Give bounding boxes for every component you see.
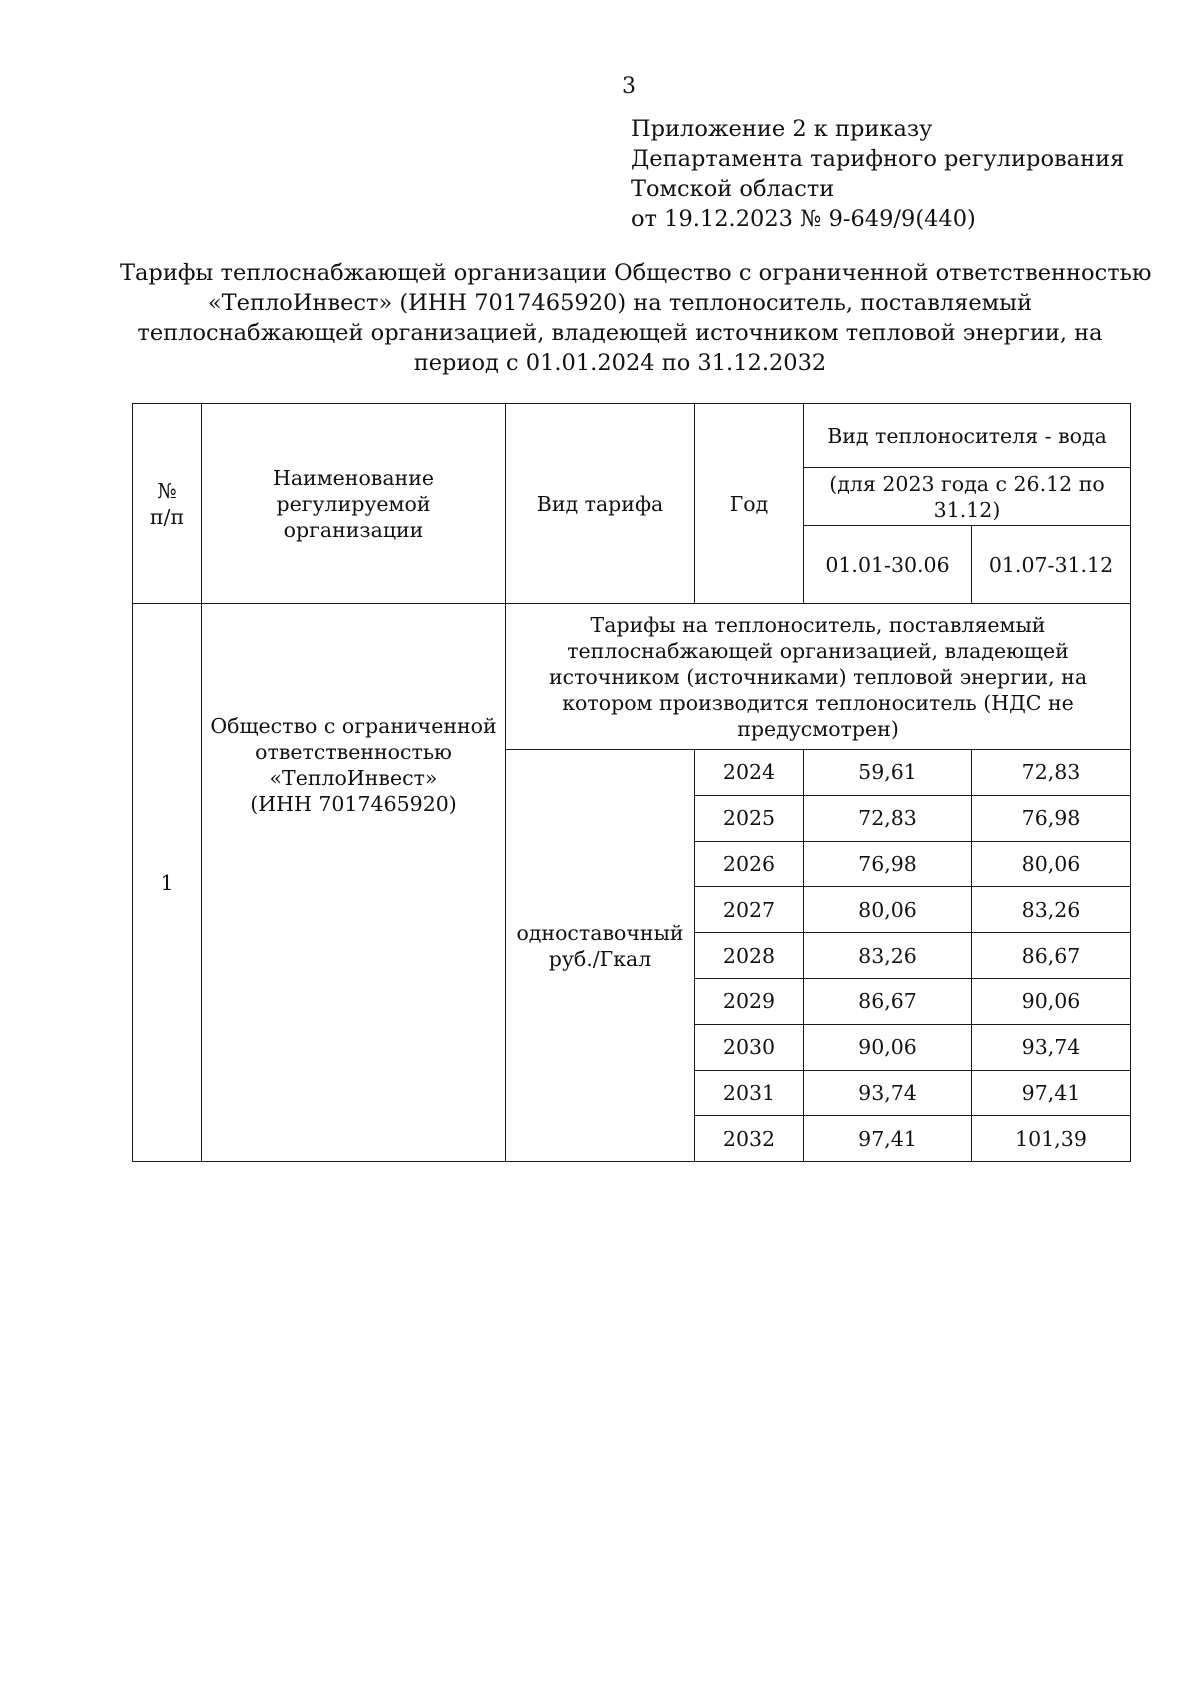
- tariff-h2-cell: 97,41: [972, 1070, 1131, 1116]
- page-number: 3: [622, 74, 636, 99]
- header-org-line-3: организации: [283, 517, 424, 542]
- tariff-h2-cell: 80,06: [972, 841, 1131, 887]
- year-cell: 2030: [695, 1024, 804, 1070]
- header-row: [133, 404, 1131, 468]
- appendix-reference: [631, 114, 1124, 234]
- org-name-line-1: Общество с ограниченной: [210, 713, 497, 738]
- section-row: [133, 604, 1131, 750]
- header-org-line-2: регулируемой: [276, 491, 431, 516]
- year-cell: 2029: [695, 978, 804, 1024]
- header-year: Год: [695, 404, 804, 604]
- year-cell: 2031: [695, 1070, 804, 1116]
- title-line-3: теплоснабжающей организацией, владеющей источником тепловой энергии, на: [137, 320, 1103, 346]
- tariff-h1-cell: 93,74: [804, 1070, 972, 1116]
- tariff-h1-cell: 90,06: [804, 1024, 972, 1070]
- header-period-2: 01.07-31.12: [972, 526, 1131, 604]
- section-title: Тарифы на теплоноситель, поставляемый теплоснабжающей организацией, владеющей источником (источниками) тепловой энергии, на котором производится теплоноситель (НДС не предусмотрен): [506, 604, 1131, 750]
- title-line-2: «ТеплоИнвест» (ИНН 7017465920) на теплоноситель, поставляемый: [207, 290, 1033, 316]
- org-name-line-3: «ТеплоИнвест»: [269, 765, 438, 790]
- appendix-line-1: Приложение 2 к приказу: [631, 116, 933, 142]
- header-num-line-2: п/п: [149, 504, 185, 529]
- header-num-line-1: №: [157, 478, 177, 503]
- year-cell: 2028: [695, 933, 804, 979]
- header-tariff-type: Вид тарифа: [506, 404, 695, 604]
- tariff-h2-cell: 83,26: [972, 887, 1131, 933]
- header-row-number: [133, 404, 202, 604]
- appendix-line-3: Томской области: [631, 176, 835, 202]
- document-title: [120, 258, 1152, 378]
- org-name-line-4: (ИНН 7017465920): [250, 791, 457, 816]
- tariff-kind: [506, 750, 695, 1162]
- appendix-line-4: от 19.12.2023 № 9-649/9(440): [631, 206, 976, 232]
- tariff-h2-cell: 90,06: [972, 978, 1131, 1024]
- tariff-h1-cell: 76,98: [804, 841, 972, 887]
- title-line-4: период с 01.01.2024 по 31.12.2032: [413, 350, 827, 376]
- tariff-h1-cell: 80,06: [804, 887, 972, 933]
- tariff-h2-cell: 76,98: [972, 795, 1131, 841]
- tariff-h2-cell: 101,39: [972, 1116, 1131, 1162]
- org-name-line-2: ответственностью: [255, 739, 452, 764]
- tariff-h1-cell: 59,61: [804, 750, 972, 796]
- title-line-1: Тарифы теплоснабжающей организации Общество с ограниченной ответственностью: [120, 260, 1152, 286]
- tariff-table: [132, 403, 1131, 1162]
- tariff-kind-line-1: одноставочный: [516, 920, 684, 945]
- header-organization: [202, 404, 506, 604]
- row-number: 1: [133, 604, 202, 1162]
- year-cell: 2027: [695, 887, 804, 933]
- year-cell: 2024: [695, 750, 804, 796]
- header-carrier: Вид теплоносителя - вода: [804, 404, 1131, 468]
- tariff-h1-cell: 83,26: [804, 933, 972, 979]
- organization-name: [202, 604, 506, 1162]
- header-note: (для 2023 года с 26.12 по 31.12): [804, 468, 1131, 526]
- appendix-line-2: Департамента тарифного регулирования: [631, 146, 1125, 172]
- tariff-h1-cell: 86,67: [804, 978, 972, 1024]
- tariff-h1-cell: 72,83: [804, 795, 972, 841]
- year-cell: 2025: [695, 795, 804, 841]
- header-period-1: 01.01-30.06: [804, 526, 972, 604]
- header-org-line-1: Наименование: [272, 465, 435, 490]
- tariff-h2-cell: 86,67: [972, 933, 1131, 979]
- tariff-h2-cell: 72,83: [972, 750, 1131, 796]
- tariff-h1-cell: 97,41: [804, 1116, 972, 1162]
- year-cell: 2026: [695, 841, 804, 887]
- tariff-h2-cell: 93,74: [972, 1024, 1131, 1070]
- year-cell: 2032: [695, 1116, 804, 1162]
- tariff-kind-line-2: руб./Гкал: [548, 946, 652, 971]
